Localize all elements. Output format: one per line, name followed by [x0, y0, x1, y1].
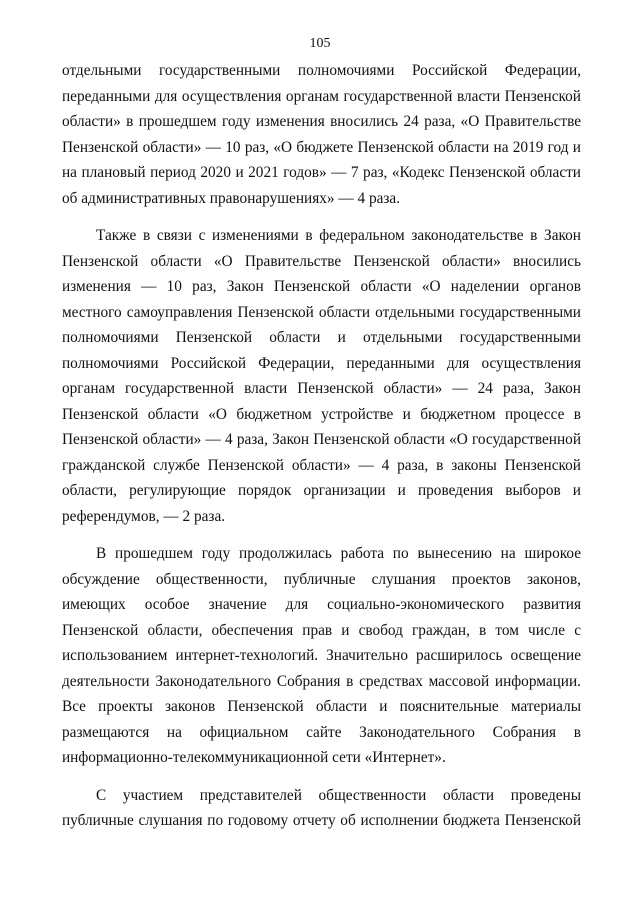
paragraph-public-discussion: В прошедшем году продолжилась работа по вынесению на широкое обсуждение общественности, публичные слушания проектов законов, имеющих особое значение для социально-экономического развития Пензенской области, обеспечения прав и свобод граждан, в том числе с использованием интернет-технологий. Значительно расширилось освещение деятельности Законодательного Собрания в средствах массовой информации. Все проекты законов Пензенской области и пояснительные материалы размещаются на официальном сайте Законодательного Собрания в информационно-телекоммуникационной сети «Интернет». — [62, 545, 581, 766]
paragraph-public-hearings: С участием представителей общественности области проведены публичные слушания по годовому отчету об исполнении бюджета Пензенской — [62, 786, 581, 829]
paragraph-continuation: отдельными государственными полномочиями Российской Федерации, переданными для осуществления органам государственной власти Пензенской области» в прошедшем году изменения вносились 24 раза, «О Правительстве Пензенской области» — 10 раз, «О бюджете Пензенской области на 2019 год и на плановый период 2020 и 2021 годов» — 7 раз, «Кодекс Пензенской области об административных правонарушениях» — 4 раза. — [62, 62, 581, 207]
paragraph-law-amendments: Также в связи с изменениями в федеральном законодательстве в Закон Пензенской области «О Правительстве Пензенской области» вносились изменения — 10 раз, Закон Пензенской области «О наделении органов местного самоуправления Пензенской области отдельными государственными полномочиями Пензенской области и отдельными государственными полномочиями Российской Федерации, переданными для осуществления органам государственной власти Пензенской области» — 24 раза, Закон Пензенской области «О бюджетном устройстве и бюджетном процессе в Пензенской области» — 4 раза, Закон Пензенской области «О государственной гражданской службе Пензенской области» — 4 раза, в законы Пензенской области, регулирующие порядок организации и проведения выборов и референдумов, — 2 раза. — [62, 227, 581, 525]
page-number: 105 — [309, 36, 331, 51]
document-body — [62, 58, 581, 834]
